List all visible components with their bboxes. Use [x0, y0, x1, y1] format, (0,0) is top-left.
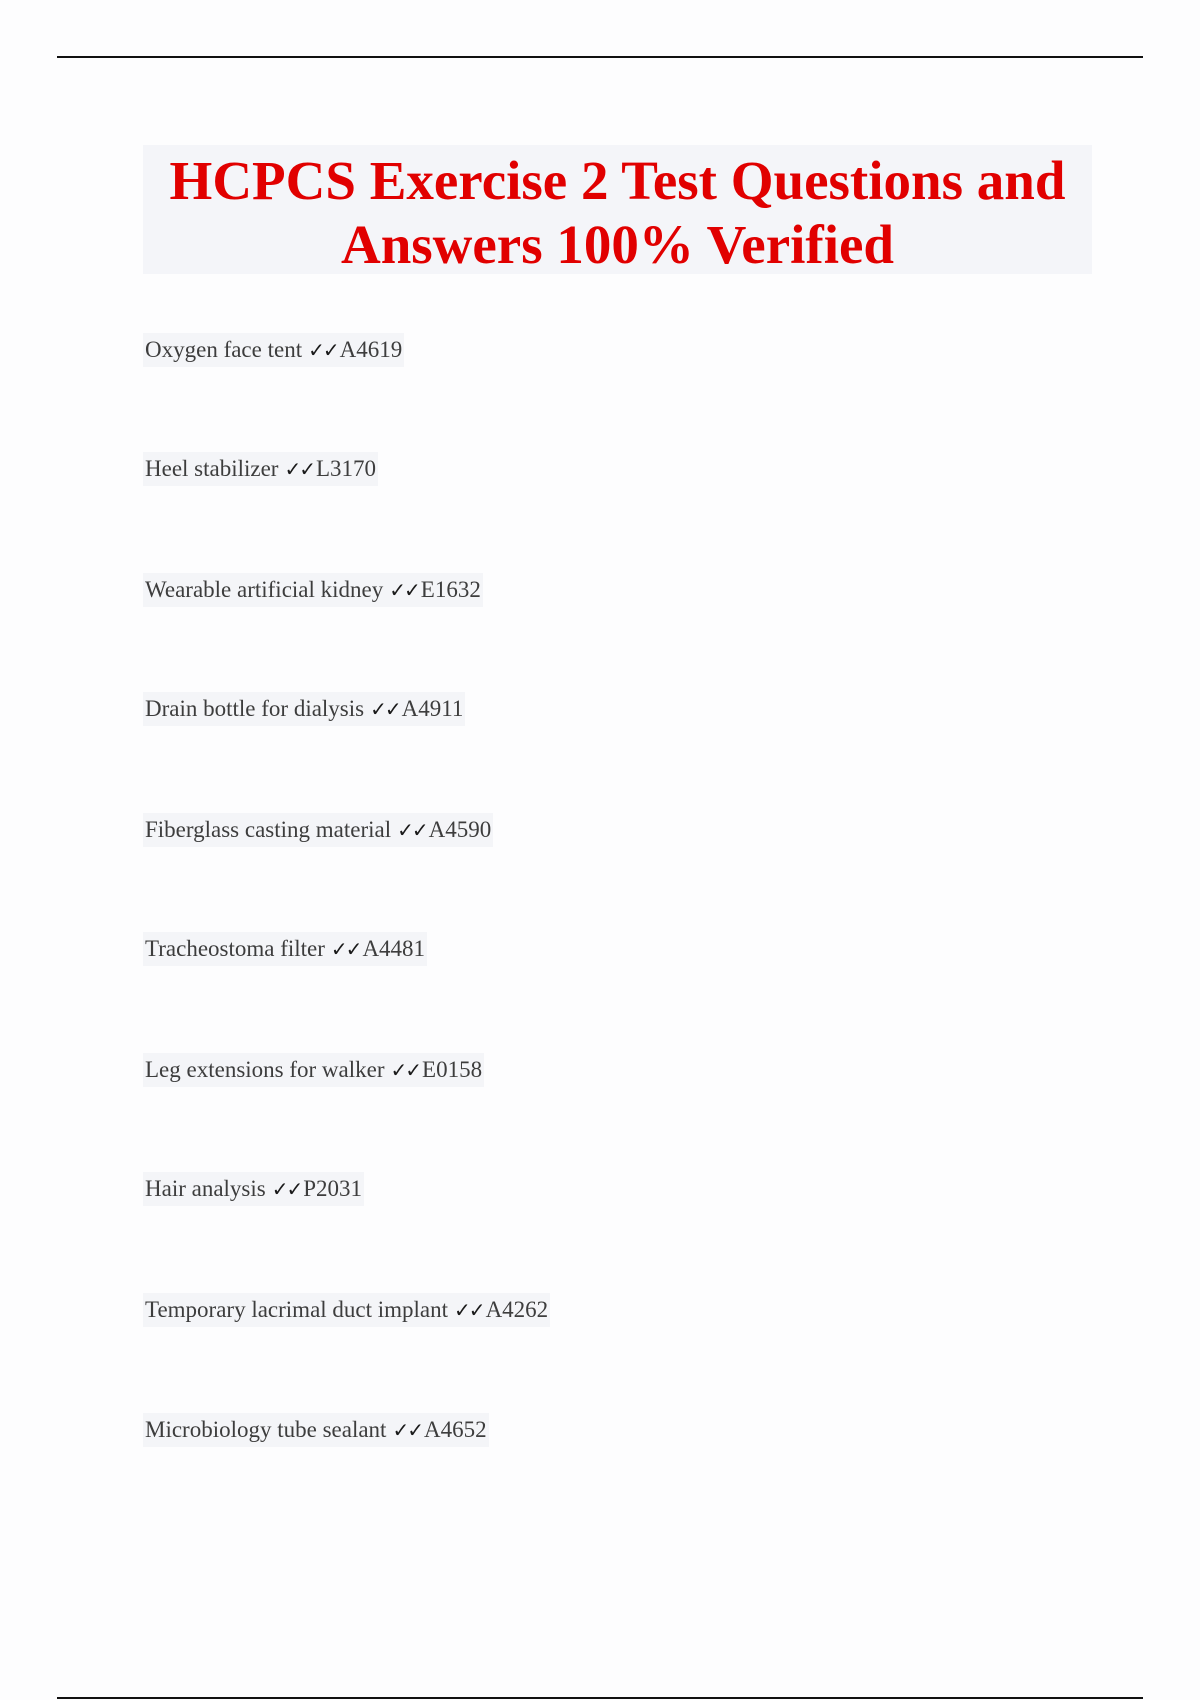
double-check-icon: ✓✓	[389, 578, 419, 602]
qa-item	[143, 1172, 364, 1206]
qa-item	[143, 333, 404, 367]
double-check-icon: ✓✓	[330, 937, 361, 961]
title-line-1: HCPCS Exercise 2 Test Questions and	[169, 150, 1066, 211]
answer-code: E0158	[422, 1057, 483, 1082]
question-text: Leg extensions for walker	[145, 1057, 385, 1082]
answer-code: A4652	[423, 1417, 487, 1442]
qa-item	[143, 1053, 484, 1087]
question-text: Hair analysis	[145, 1176, 266, 1201]
title-line-2: Answers 100% Verified	[340, 214, 895, 275]
question-text: Drain bottle for dialysis	[145, 696, 365, 721]
double-check-icon: ✓✓	[454, 1298, 484, 1322]
double-check-icon: ✓✓	[271, 1177, 302, 1201]
qa-item	[143, 813, 493, 847]
document-title	[143, 145, 1092, 274]
answer-code: A4619	[339, 337, 403, 362]
bottom-rule	[57, 1697, 1143, 1699]
answer-code: A4590	[428, 817, 492, 842]
qa-item	[143, 692, 465, 726]
double-check-icon: ✓✓	[370, 697, 400, 721]
question-text: Wearable artificial kidney	[145, 577, 384, 602]
question-text: Oxygen face tent	[145, 337, 303, 362]
double-check-icon: ✓✓	[284, 457, 314, 481]
answer-code: L3170	[315, 456, 377, 481]
question-text: Temporary lacrimal duct implant	[145, 1297, 449, 1322]
qa-item	[143, 1413, 489, 1447]
answer-code: E1632	[420, 577, 481, 602]
top-rule	[57, 56, 1143, 58]
answer-code: A4911	[401, 696, 464, 721]
question-text: Microbiology tube sealant	[145, 1417, 387, 1442]
question-text: Fiberglass casting material	[145, 817, 392, 842]
qa-item	[143, 932, 427, 966]
double-check-icon: ✓✓	[397, 818, 427, 842]
qa-item	[143, 452, 378, 486]
qa-item	[143, 573, 483, 607]
double-check-icon: ✓✓	[308, 338, 338, 362]
double-check-icon: ✓✓	[392, 1418, 422, 1442]
question-text: Heel stabilizer	[145, 456, 279, 481]
answer-code: P2031	[303, 1176, 363, 1201]
answer-code: A4262	[485, 1297, 549, 1322]
double-check-icon: ✓✓	[390, 1058, 421, 1082]
question-text: Tracheostoma filter	[145, 936, 325, 961]
answer-code: A4481	[362, 936, 426, 961]
qa-item	[143, 1293, 550, 1327]
